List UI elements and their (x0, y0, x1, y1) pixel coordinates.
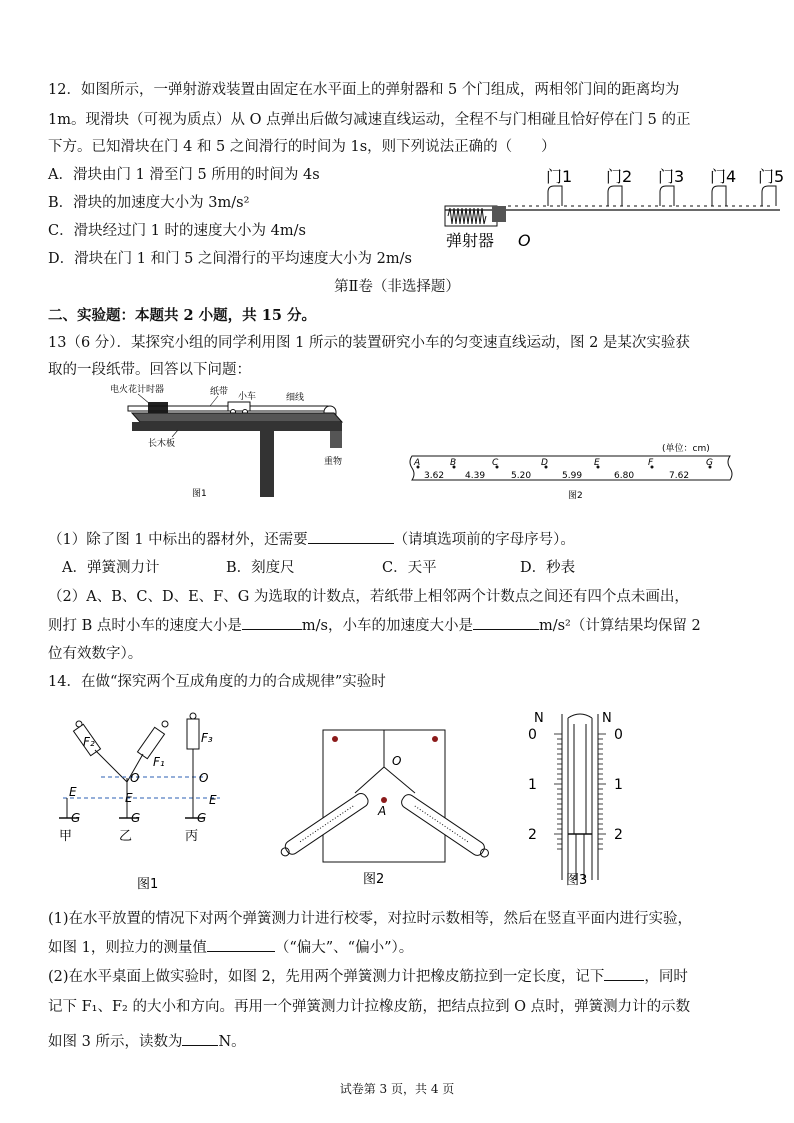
unit-n-right: N (602, 711, 612, 726)
tick-1-left: 1 (528, 777, 537, 793)
tape-distance-6: 7.62 (669, 471, 690, 481)
tape-label-d: D (541, 458, 548, 468)
q13-choice-d: D．秒表 (520, 560, 576, 576)
q13-part1-text: （1）除了图 1 中标出的器材外，还需要 (48, 532, 308, 548)
tape-label: 纸带 (210, 387, 229, 397)
q14-part2-text-a: (2)在水平桌面上做实验时，如图 2，先用两个弹簧测力计把橡皮筋拉到一定长度，记下 (48, 969, 605, 985)
q14-part2-line2: 记下 F₁、F₂ 的大小和方向。再用一个弹簧测力计拉橡皮筋，把结点拉到 O 点时，弹簧测力计的示数 (48, 999, 691, 1015)
q13-choice-a: A．弹簧测力计 (62, 560, 160, 576)
origin-label: O (518, 231, 531, 250)
q13-line2: 取的一段纸带。回答以下问题： (48, 362, 251, 378)
q14-answer-blank-2[interactable] (604, 966, 644, 981)
tape-distance-2: 4.39 (465, 471, 486, 481)
tick-0-right: 0 (614, 727, 623, 743)
tape-distance-5: 6.80 (614, 471, 635, 481)
gate-5 (758, 167, 784, 206)
tick-1-right: 1 (614, 777, 623, 793)
g-label-bing: G (197, 811, 207, 825)
e-label-yi: E (125, 791, 133, 805)
q13-answer-blank-1[interactable] (308, 529, 394, 544)
q14-answer-blank-3[interactable] (182, 1031, 218, 1046)
timer-label: 电火花计时器 (110, 385, 165, 395)
q14-part2-line1 (48, 966, 688, 987)
q12-launcher-figure (440, 162, 785, 254)
q12-option-d: D．滑块在门 1 和门 5 之间滑行的平均速度大小为 2m/s (48, 251, 412, 267)
weight-block (330, 430, 342, 448)
point-a (381, 797, 387, 803)
gate-4 (710, 167, 736, 206)
section-2-heading: 二、实验题：本题共 2 小题，共 15 分。 (48, 307, 316, 324)
tape-point-b (450, 458, 456, 469)
gate-label-3: 门3 (658, 167, 685, 186)
tape-point-g (706, 458, 713, 469)
gate-label-1: 门1 (546, 167, 573, 186)
q13-part2-line1: （2）A、B、C、D、E、F、G 为选取的计数点，若纸带上相邻两个计数点之间还有四个点未画出， (48, 589, 689, 605)
q13-part1 (48, 529, 575, 550)
cart-label: 小车 (238, 392, 257, 402)
gate-label-2: 门2 (606, 167, 633, 186)
tick-0-left: 0 (528, 727, 537, 743)
gate-1 (546, 167, 572, 206)
q14-figure-3 (520, 708, 640, 888)
table-leg (260, 431, 274, 497)
tape-unit-label: (单位：cm) (662, 444, 710, 454)
q14-part2-text-c: 如图 3 所示，读数为 (48, 1034, 183, 1050)
q14-part1-text-b: （“偏大”、“偏小”）。 (274, 940, 414, 956)
q14-answer-blank-1[interactable] (207, 937, 275, 952)
q13-part1-tail: （请填选项前的字母序号）。 (393, 532, 575, 548)
q13-figure-1 (110, 382, 370, 502)
tape-label-g: G (706, 458, 713, 468)
spring-scale-f3 (187, 713, 199, 776)
q13-part2-text-b: m/s，小车的加速度大小是 (301, 618, 473, 634)
q13-part2-text-a: 则打 B 点时小车的速度大小是 (48, 618, 242, 634)
g-label-yi: G (131, 811, 141, 825)
q14-fig2-caption: 图2 (363, 872, 385, 887)
e-label-jia: E (69, 785, 77, 799)
tape-label-c: C (492, 458, 499, 468)
gate-3 (658, 167, 684, 206)
tape-point-e (594, 458, 600, 469)
q13-part2-line3: 位有效数字）。 (48, 646, 143, 662)
q13-choice-c: C．天平 (382, 560, 437, 576)
q14-part1-line2 (48, 937, 413, 958)
tape-distance-3: 5.20 (511, 471, 532, 481)
q14-part2-text-d: N。 (218, 1034, 246, 1050)
page-footer: 试卷第 3 页，共 4 页 (339, 1082, 455, 1096)
q14-part1-line1: (1)在水平放置的情况下对两个弹簧测力计进行校零，对拉时示数相等，然后在竖直平面内进行实验， (48, 911, 693, 927)
q14-figure-2 (275, 725, 495, 895)
tape-label-a: A (414, 458, 421, 468)
weight-label: 重物 (324, 457, 343, 467)
e-label-bing: E (209, 793, 217, 807)
tape-distance-4: 5.99 (562, 471, 583, 481)
board-label: 长木板 (148, 439, 176, 449)
fig1-caption: 图1 (192, 489, 207, 499)
q14-fig3-caption: 图3 (566, 873, 588, 888)
name-jia: 甲 (59, 829, 73, 844)
f1-label: F₁ (153, 755, 165, 769)
o-label-yi: O (130, 771, 140, 785)
tick-2-left: 2 (528, 827, 537, 843)
q14-part1-text-a: 如图 1，则拉力的测量值 (48, 940, 207, 956)
q13-line1: 13（6 分）．某探究小组的同学利用图 1 所示的装置研究小车的匀变速直线运动，图 2 是某次实验获 (48, 335, 690, 351)
volume-title: 第Ⅱ卷（非选择题） (334, 279, 460, 295)
q13-answer-blank-3[interactable] (473, 615, 539, 630)
q12-line1: 12．如图所示，一弹射游戏装置由固定在水平面上的弹射器和 5 个门组成，两相邻门间的距离均为 (48, 82, 680, 98)
q14-part2-line3 (48, 1031, 246, 1052)
o-point-label: O (392, 754, 402, 768)
tape-point-d (541, 458, 548, 469)
o-label-bing: O (199, 771, 209, 785)
unit-n-left: N (534, 711, 544, 726)
slider-block (492, 206, 506, 222)
tape-point-f (648, 458, 654, 469)
q13-choice-b: B．刻度尺 (226, 560, 295, 576)
tape-label-e: E (594, 458, 600, 468)
spring-scale-f2 (73, 721, 127, 782)
q14-part2-text-b: ，同时 (644, 969, 688, 985)
a-point-label: A (378, 804, 387, 818)
string-label: 细线 (286, 393, 305, 403)
q13-part2-line2 (48, 615, 701, 636)
q12-option-c: C．滑块经过门 1 时的速度大小为 4m/s (48, 223, 306, 239)
launcher-label: 弹射器 (446, 231, 495, 250)
tape-point-c (492, 458, 499, 469)
q12-line2: 1m。现滑块（可视为质点）从 O 点弹出后做匀减速直线运动，全程不与门相碰且恰好停在门 5 的正 (48, 112, 691, 128)
gate-2 (606, 167, 632, 206)
gate-label-4: 门4 (710, 167, 737, 186)
gate-label-5: 门5 (758, 167, 785, 186)
fig2-caption: 图2 (568, 491, 583, 501)
tape-point-a (413, 458, 420, 469)
scale-ticks-left (554, 734, 562, 849)
tape-label-f: F (648, 458, 654, 468)
q13-part2-text-c: m/s²（计算结果均保留 2 (538, 618, 701, 634)
q13-answer-blank-2[interactable] (242, 615, 302, 630)
f3-label: F₃ (201, 731, 213, 745)
f2-label: F₂ (83, 735, 95, 749)
name-yi: 乙 (119, 829, 133, 844)
q14-figure-1 (55, 710, 240, 900)
tape-distance-1: 3.62 (424, 471, 445, 481)
q14-fig1-caption: 图1 (137, 877, 159, 892)
q12-option-a: A．滑块由门 1 滑至门 5 所用的时间为 4s (48, 167, 320, 183)
g-label-jia: G (71, 811, 81, 825)
q13-figure-2 (404, 440, 740, 502)
scale-ticks-right (598, 734, 606, 849)
name-bing: 丙 (185, 829, 199, 844)
tape-label-b: B (450, 458, 457, 468)
q12-option-b: B．滑块的加速度大小为 3m/s² (48, 195, 250, 211)
q12-line3: 下方。已知滑块在门 4 和 5 之间滑行的时间为 1s，则下列说法正确的（ ） (48, 139, 556, 155)
tick-2-right: 2 (614, 827, 623, 843)
q14-line1: 14．在做“探究两个互成角度的力的合成规律”实验时 (48, 674, 386, 690)
